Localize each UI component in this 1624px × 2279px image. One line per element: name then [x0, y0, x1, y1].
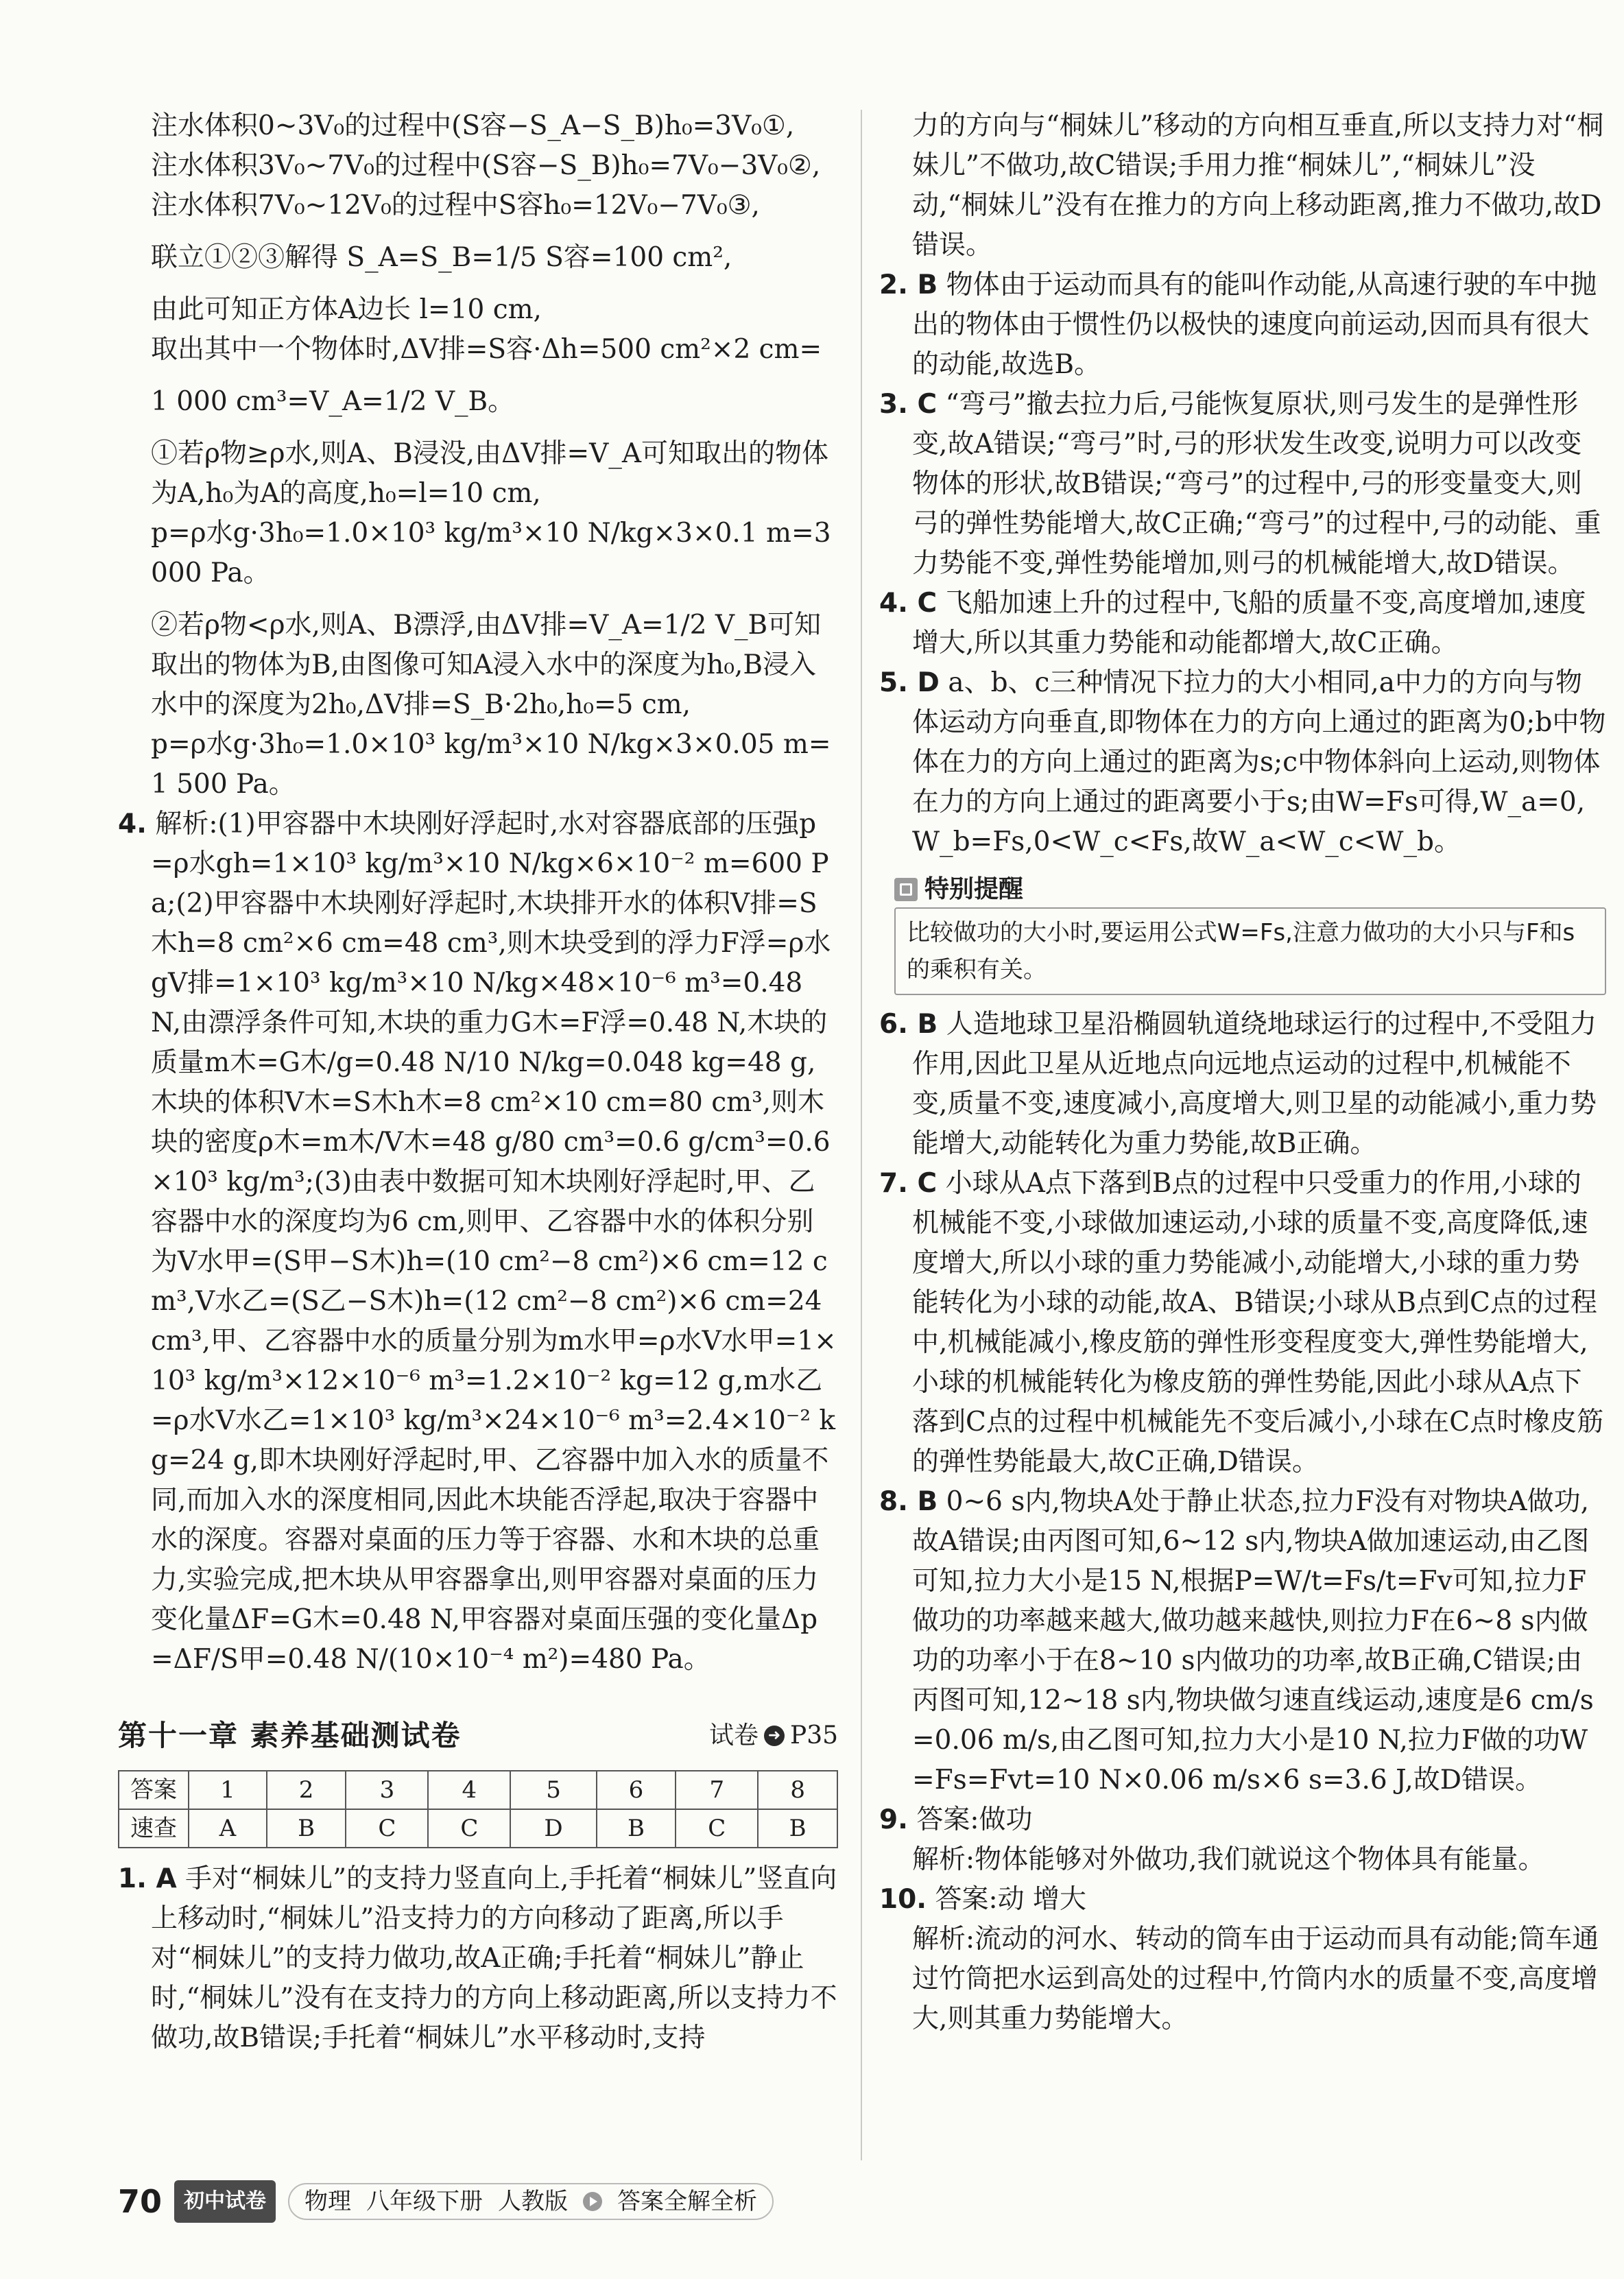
question-6	[879, 1005, 1606, 1164]
question-number: 10.	[879, 1884, 927, 1915]
arrow-right-icon: ➜	[764, 1726, 785, 1746]
question-number: 1. A	[118, 1863, 177, 1894]
footer-label: 答案全解全析	[617, 2188, 758, 2215]
table-cell: 7	[676, 1771, 758, 1809]
chapter-title: 第十一章 素养基础测试卷	[118, 1719, 462, 1752]
question-8	[879, 1482, 1606, 1800]
right-column	[879, 106, 1606, 2039]
text-line: 注水体积0~3V₀的过程中(S容−S_A−S_B)h₀=3V₀①,	[151, 110, 795, 141]
text-line: 注水体积3V₀~7V₀的过程中(S容−S_B)h₀=7V₀−3V₀②,	[151, 150, 821, 181]
question-text: 飞船加速上升的过程中,飞船的质量不变,高度增加,速度增大,所以其重力势能和动能都增大,故C正确。	[912, 588, 1586, 658]
table-cell: B	[597, 1809, 676, 1848]
table-cell: 3	[346, 1771, 428, 1809]
table-cell: 2	[267, 1771, 346, 1809]
question-7	[879, 1164, 1606, 1482]
table-cell: B	[758, 1809, 837, 1848]
question-text: 物体由于运动而具有的能叫作动能,从高速行驶的车中抛出的物体由于惯性仍以极快的速度向前运动,因而具有很大的动能,故选B。	[912, 270, 1597, 380]
table-cell: 6	[597, 1771, 676, 1809]
text-line: ①若ρ物≥ρ水,则A、B浸没,由ΔV排=V_A可知取出的物体为A,h₀为A的高度,h₀=l=10 cm,	[151, 438, 828, 509]
question-10	[879, 1880, 1606, 1920]
reference-label: 试卷	[708, 1721, 759, 1750]
question-number: 9.	[879, 1804, 908, 1835]
question-text: a、b、c三种情况下拉力的大小相同,a中力的方向与物体运动方向垂直,即物体在力的方向上通过的距离为0;b中物体在力的方向上通过的距离为s;c中物体斜向上运动,则物体在力的方向上通过的距离要小于s;由W=Fs可得,W_a=0,W_b=Fs,0<W_c<Fs,故W_a<W_c<W_b。	[912, 667, 1606, 857]
answer-table	[118, 1770, 838, 1848]
question-5	[879, 663, 1606, 862]
tip-text: 比较做功的大小时,要运用公式W=Fs,注意力做功的大小只与F和s的乘积有关。	[894, 907, 1606, 995]
table-cell: C	[346, 1809, 428, 1848]
question-number: 3. C	[879, 389, 938, 420]
left-column	[118, 106, 838, 2058]
question-number: 8. B	[879, 1486, 938, 1517]
question-number: 6. B	[879, 1009, 938, 1040]
table-row	[119, 1809, 837, 1848]
table-cell: 5	[510, 1771, 596, 1809]
table-cell: D	[510, 1809, 596, 1848]
footer-info	[288, 2183, 774, 2220]
play-icon	[583, 2192, 602, 2211]
answer-text: 答案:做功	[916, 1804, 1033, 1835]
question-4	[118, 804, 838, 1680]
table-header-cell: 速查	[119, 1809, 189, 1848]
question-number: 4. C	[879, 588, 938, 619]
answer-text: 答案:动 增大	[935, 1884, 1087, 1915]
analysis-text: 解析:流动的河水、转动的筒车由于运动而具有动能;筒车通过竹筒把水运到高处的过程中,竹筒内水的质量不变,高度增大,则其重力势能增大。	[912, 1924, 1599, 2034]
question-text: 0~6 s内,物块A处于静止状态,拉力F没有对物块A做功,故A错误;由丙图可知,6~12 s内,物块A做加速运动,由乙图可知,拉力大小是15 N,根据P=W/t=Fs/t=Fv可知,拉力F做功的功率越来越大,做功越来越快,则拉力F在6~8 s内做功的功率小于在8~10 s内做功的功率,故B正确,C错误;由丙图可知,12~18 s内,物块做匀速直线运动,速度是6 cm/s=0.06 m/s,由乙图可知,拉力大小是10 N,拉力F做的功W=Fs=Fvt=10 N×0.06 m/s×6 s=3.6 J,故D错误。	[912, 1486, 1594, 1795]
question-3	[879, 385, 1606, 584]
text-line: 联立①②③解得 S_A=S_B=1/5 S容=100 cm²,	[151, 242, 732, 273]
text-line: 力的方向与“桐妹儿”移动的方向相互垂直,所以支持力对“桐妹儿”不做功,故C错误;手用力推“桐妹儿”,“桐妹儿”没动,“桐妹儿”没有在推力的方向上移动距离,推力不做功,故D错误。	[912, 110, 1604, 261]
subject: 物理	[304, 2188, 352, 2215]
tip-header	[894, 872, 1606, 907]
table-cell: 1	[189, 1771, 267, 1809]
page-footer	[118, 2181, 774, 2222]
page-number: 70	[118, 2183, 163, 2220]
tip-title: 特别提醒	[924, 875, 1024, 903]
table-row	[119, 1771, 837, 1809]
text-line: 取出其中一个物体时,ΔV排=S容·Δh=500 cm²×2 cm=	[151, 334, 822, 365]
question-2	[879, 265, 1606, 385]
bookmark-icon	[894, 878, 918, 901]
question-number: 2. B	[879, 270, 938, 300]
question-text: “弯弓”撤去拉力后,弓能恢复原状,则弓发生的是弹性形变,故A错误;“弯弓”时,弓的形状发生改变,说明力可以改变物体的形状,故B错误;“弯弓”的过程中,弓的形变量变大,则弓的弹性势能增大,故C正确;“弯弓”的过程中,弓的动能、重力势能不变,弹性势能增加,则弓的机械能增大,故D错误。	[912, 389, 1601, 579]
question-number: 5. D	[879, 667, 940, 698]
brand-logo: 初中试卷	[174, 2180, 276, 2223]
question-4	[879, 584, 1606, 663]
table-cell: 8	[758, 1771, 837, 1809]
question-9	[879, 1800, 1606, 1840]
table-cell: B	[267, 1809, 346, 1848]
question-text: 小球从A点下落到B点的过程中只受重力的作用,小球的机械能不变,小球做加速运动,小球的质量不变,高度降低,速度增大,所以小球的重力势能减小,动能增大,小球的重力势能转化为小球的动能,故A、B错误;小球从B点到C点的过程中,机械能减小,橡皮筋的弹性形变程度变大,弹性势能增大,小球的机械能转化为橡皮筋的弹性势能,因此小球从A点下落到C点的过程中机械能先不变后减小,小球在C点时橡皮筋的弹性势能最大,故C正确,D错误。	[912, 1168, 1604, 1477]
column-divider	[861, 110, 862, 2160]
text-line: p=ρ水g·3h₀=1.0×10³ kg/m³×10 N/kg×3×0.1 m=3 000 Pa。	[151, 518, 831, 588]
edition: 人教版	[498, 2188, 569, 2215]
table-cell: 4	[428, 1771, 510, 1809]
question-1	[118, 1859, 838, 2058]
question-number: 4.	[118, 809, 147, 839]
text-line: 注水体积7V₀~12V₀的过程中S容h₀=12V₀−7V₀③,	[151, 190, 760, 221]
table-cell: C	[428, 1809, 510, 1848]
question-number: 7. C	[879, 1168, 938, 1199]
question-text: 解析:(1)甲容器中木块刚好浮起时,水对容器底部的压强p=ρ水gh=1×10³ kg/m³×10 N/kg×6×10⁻² m=600 Pa;(2)甲容器中木块刚好浮起时,木块排开水的体积V排=S木h=8 cm²×6 cm=48 cm³,则木块受到的浮力F浮=ρ水gV排=1×10³ kg/m³×10 N/kg×48×10⁻⁶ m³=0.48 N,由漂浮条件可知,木块的重力G木=F浮=0.48 N,木块的质量m木=G木/g=0.48 N/10 N/kg=0.048 kg=48 g,木块的体积V木=S木h木=8 cm²×10 cm=80 cm³,则木块的密度ρ木=m木/V木=48 g/80 cm³=0.6 g/cm³=0.6×10³ kg/m³;(3)由表中数据可知木块刚好浮起时,甲、乙容器中水的深度均为6 cm,则甲、乙容器中水的体积分别为V水甲=(S甲−S木)h=(10 cm²−8 cm²)×6 cm=12 cm³,V水乙=(S乙−S木)h=(12 cm²−8 cm²)×6 cm=24 cm³,甲、乙容器中水的质量分别为m水甲=ρ水V水甲=1×10³ kg/m³×12×10⁻⁶ m³=1.2×10⁻² kg=12 g,m水乙=ρ水V水乙=1×10³ kg/m³×24×10⁻⁶ m³=2.4×10⁻² kg=24 g,即木块刚好浮起时,甲、乙容器中加入水的质量不同,而加入水的深度相同,因此木块能否浮起,取决于容器中水的深度。容器对桌面的压力等于容器、水和木块的总重力,实验完成,把木块从甲容器拿出,则甲容器对桌面的压力变化量ΔF=G木=0.48 N,甲容器对桌面压强的变化量Δp=ΔF/S甲=0.48 N/(10×10⁻⁴ m²)=480 Pa。	[151, 809, 837, 1675]
text-line: 由此可知正方体A边长 l=10 cm,	[151, 294, 542, 325]
reference-page: P35	[789, 1721, 838, 1750]
question-text: 人造地球卫星沿椭圆轨道绕地球运行的过程中,不受阻力作用,因此卫星从近地点向远地点运动的过程中,机械能不变,质量不变,速度减小,高度增大,则卫星的动能减小,重力势能增大,动能转化为重力势能,故B正确。	[912, 1009, 1597, 1159]
text-line: 1 000 cm³=V_A=1/2 V_B。	[151, 386, 515, 417]
analysis-text: 解析:物体能够对外做功,我们就说这个物体具有能量。	[912, 1844, 1545, 1875]
table-cell: A	[189, 1809, 267, 1848]
chapter-header	[118, 1715, 838, 1756]
table-header-cell: 答案	[119, 1771, 189, 1809]
special-tip	[894, 872, 1606, 995]
grade: 八年级下册	[366, 2188, 483, 2215]
text-line: ②若ρ物<ρ水,则A、B漂浮,由ΔV排=V_A=1/2 V_B可知取出的物体为B,由图像可知A浸入水中的深度为h₀,B浸入水中的深度为2h₀,ΔV排=S_B·2h₀,h₀=5 cm,	[151, 610, 822, 720]
table-cell: C	[676, 1809, 758, 1848]
question-text: 手对“桐妹儿”的支持力竖直向上,手托着“桐妹儿”竖直向上移动时,“桐妹儿”沿支持力的方向移动了距离,所以手对“桐妹儿”的支持力做功,故A正确;手托着“桐妹儿”静止时,“桐妹儿”没有在支持力的方向上移动距离,所以支持力不做功,故B错误;手托着“桐妹儿”水平移动时,支持	[151, 1863, 837, 2053]
text-line: p=ρ水g·3h₀=1.0×10³ kg/m³×10 N/kg×3×0.05 m=1 500 Pa。	[151, 729, 831, 800]
chapter-reference	[709, 1716, 838, 1756]
